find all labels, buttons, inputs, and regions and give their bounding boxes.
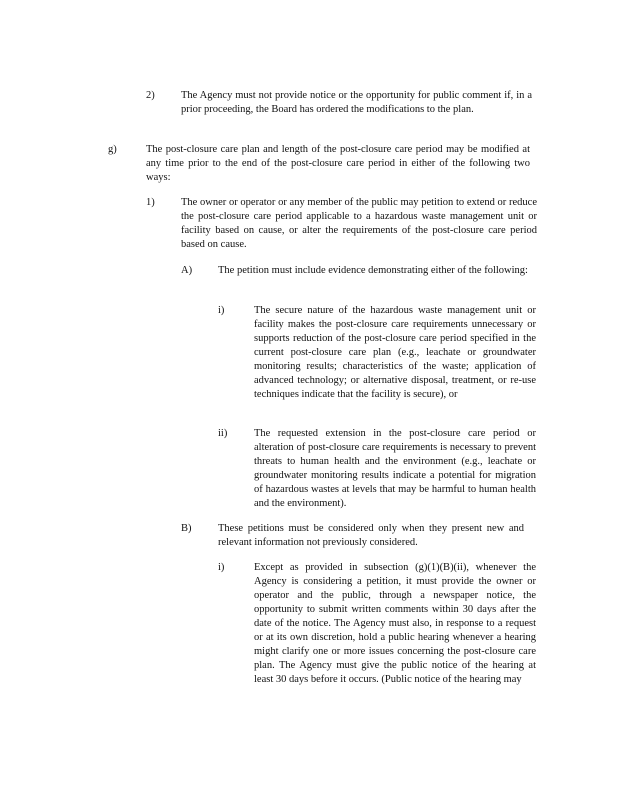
subsection-text: Except as provided in subsection (g)(1)(B)(ii), whenever the Agency is considering a petition, it must provide the owner or operator and the public, through a newspaper notice, the opportunity to submit written comments within 30 days after the date of the notice. The Agency must also, in response to a request or at its own discretion, hold a public hearing whenever a hearing might clarify one or more issues concerning the post-closure care plan. The Agency must give the public notice of the hearing at least 30 days before it occurs. (Public notice of the hearing may <box>254 562 536 685</box>
subsection-text: These petitions must be considered only when they present new and relevant information not previously considered. <box>218 523 524 548</box>
subsection-text: The requested extension in the post-closure care period or alteration of post-closure care requirements is necessary to prevent threats to human health and the environment (e.g., leachate or groundwater monitoring results indicate a potential for migration of hazardous wastes at levels that may be harmful to human health and the environment). <box>254 428 536 509</box>
subsection-text: The petition must include evidence demonstrating either of the following: <box>218 265 528 276</box>
subsection-label: g) <box>108 144 117 155</box>
subsection-text: The owner or operator or any member of the public may petition to extend or reduce the post-closure care period applicable to a hazardous waste management unit or facility based on cause, or alter the requirements of the post-closure care period based on cause. <box>181 197 537 250</box>
subsection-text: The Agency must not provide notice or the opportunity for public comment if, in a prior proceeding, the Board has ordered the modifications to the plan. <box>181 90 532 115</box>
subsection-text: The secure nature of the hazardous waste management unit or facility makes the post-closure care requirements unnecessary or supports reduction of the post-closure care period specified in the current post-closure care plan (e.g., leachate or groundwater monitoring results; characteristics of the waste; application of advanced technology; or alternative disposal, treatment, or re-use techniques indicate that the facility is secure), or <box>254 305 536 400</box>
subsection-label: A) <box>181 265 193 276</box>
subsection-label: 2) <box>146 90 155 101</box>
subsection-label: ii) <box>218 428 228 439</box>
subsection-text: The post-closure care plan and length of the post-closure care period may be modified at any time prior to the end of the post-closure care period in either of the following two ways: <box>146 144 530 183</box>
subsection-label: 1) <box>146 197 155 208</box>
subsection-label: i) <box>218 305 225 316</box>
subsection-label: B) <box>181 523 192 534</box>
subsection-label: i) <box>218 562 225 573</box>
